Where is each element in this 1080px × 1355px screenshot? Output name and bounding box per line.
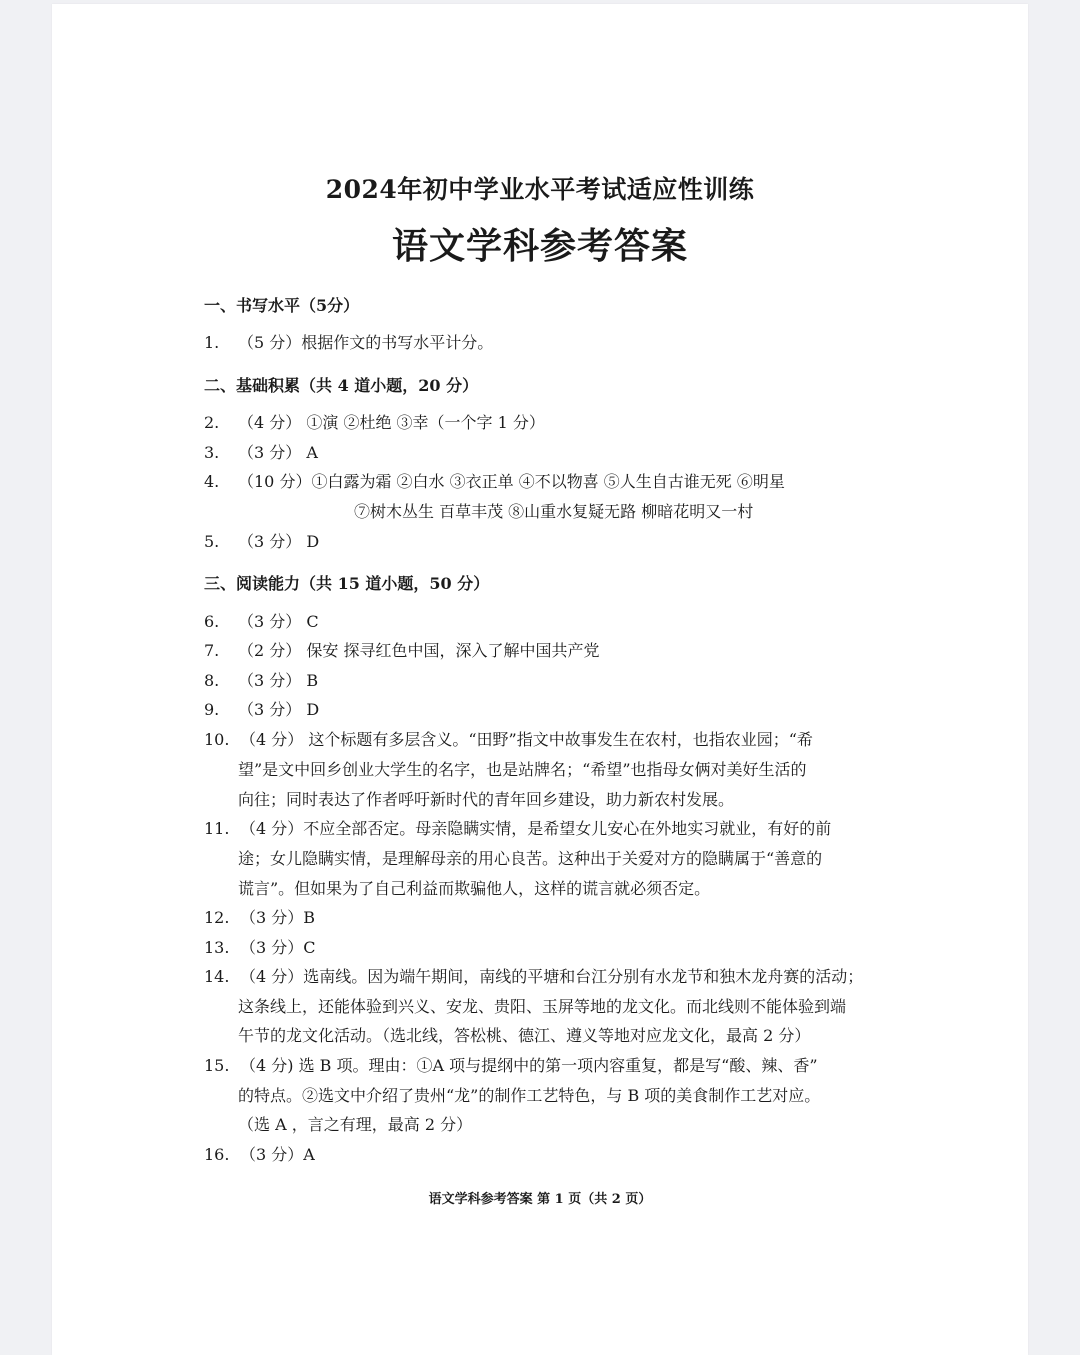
answer-item-11 bbox=[204, 816, 831, 839]
answer-item-14-line-3: 午节的龙文化活动。（选北线，答松桃、德江、遵义等地对应龙文化，最高 2 分） bbox=[238, 1026, 811, 1045]
answer-item-7 bbox=[204, 638, 599, 661]
item-text: （3 分） D bbox=[238, 700, 320, 719]
page-footer: 语文学科参考答案 第 1 页（共 2 页） bbox=[428, 1192, 652, 1207]
item-text: （4 分) 选 B 项。理由：①A 项与提纲中的第一项内容重复，都是写“酸、辣、香” bbox=[240, 1056, 818, 1075]
section-heading-writing: 一、书写水平（5分） bbox=[204, 296, 360, 315]
answer-item-8 bbox=[204, 668, 318, 691]
exam-title: 2024年初中学业水平考试适应性训练 bbox=[325, 175, 755, 204]
item-number: 15. bbox=[204, 1056, 230, 1075]
item-number: 2. bbox=[204, 413, 220, 432]
item-number: 7. bbox=[204, 641, 220, 660]
item-text: （4 分）不应全部否定。母亲隐瞒实情，是希望女儿安心在外地实习就业，有好的前 bbox=[240, 819, 832, 838]
item-text: （4 分）选南线。因为端午期间，南线的平塘和台江分别有水龙节和独木龙舟赛的活动； bbox=[240, 967, 864, 986]
answer-item-10-line-3: 向往；同时表达了作者呼吁新时代的青年回乡建设，助力新农村发展。 bbox=[238, 790, 735, 809]
answer-item-15-line-2: 的特点。②选文中介绍了贵州“龙”的制作工艺特色，与 B 项的美食制作工艺对应。 bbox=[238, 1086, 821, 1105]
item-number: 12. bbox=[204, 908, 230, 927]
answer-item-3 bbox=[204, 440, 318, 463]
section-heading-reading: 三、阅读能力（共 15 道小题，50 分） bbox=[204, 574, 490, 593]
answer-item-15 bbox=[204, 1053, 818, 1076]
answer-item-10 bbox=[204, 727, 813, 750]
answer-item-15-line-3: （选 A ，言之有理，最高 2 分） bbox=[238, 1115, 473, 1134]
item-number: 5. bbox=[204, 532, 220, 551]
answer-item-14 bbox=[204, 964, 863, 987]
answer-item-14-line-2: 这条线上，还能体验到兴义、安龙、贵阳、玉屏等地的龙文化。而北线则不能体验到端 bbox=[238, 997, 847, 1016]
item-text: （3 分） C bbox=[238, 612, 319, 631]
item-number: 1. bbox=[204, 333, 220, 352]
item-text: （3 分）A bbox=[240, 1145, 315, 1164]
item-text: （5 分）根据作文的书写水平计分。 bbox=[238, 333, 494, 352]
answer-item-11-line-2: 途；女儿隐瞒实情，是理解母亲的用心良苦。这种出于关爱对方的隐瞒属于“善意的 bbox=[238, 849, 823, 868]
item-text: （3 分） B bbox=[238, 671, 319, 690]
section-heading-basics: 二、基础积累（共 4 道小题，20 分） bbox=[204, 376, 479, 395]
item-text: （3 分）B bbox=[240, 908, 316, 927]
item-text: （3 分）C bbox=[240, 938, 316, 957]
exam-subtitle: 语文学科参考答案 bbox=[391, 225, 688, 267]
item-number: 3. bbox=[204, 443, 220, 462]
item-number: 13. bbox=[204, 938, 230, 957]
item-text: （10 分）①白露为霜 ②白水 ③衣正单 ④不以物喜 ⑤人生自古谁无死 ⑥明星 bbox=[238, 472, 785, 491]
answer-item-12 bbox=[204, 905, 315, 928]
item-number: 4. bbox=[204, 472, 220, 491]
answer-item-10-line-2: 望”是文中回乡创业大学生的名字，也是站牌名；“希望”也指母女俩对美好生活的 bbox=[238, 760, 807, 779]
answer-item-4 bbox=[204, 469, 785, 492]
answer-item-5 bbox=[204, 529, 319, 552]
answer-item-2 bbox=[204, 410, 545, 433]
item-text: （4 分） 这个标题有多层含义。“田野”指文中故事发生在农村，也指农业园；“希 bbox=[240, 730, 813, 749]
answer-sheet-page bbox=[52, 4, 1028, 1355]
answer-item-1 bbox=[204, 330, 493, 353]
item-number: 9. bbox=[204, 700, 220, 719]
item-text: （3 分） D bbox=[238, 532, 320, 551]
item-number: 6. bbox=[204, 612, 220, 631]
item-text: （2 分） 保安 探寻红色中国，深入了解中国共产党 bbox=[238, 641, 600, 660]
item-number: 14. bbox=[204, 967, 230, 986]
answer-item-11-line-3: 谎言”。但如果为了自己利益而欺骗他人，这样的谎言就必须否定。 bbox=[238, 879, 711, 898]
answer-item-13 bbox=[204, 935, 316, 958]
item-number: 11. bbox=[204, 819, 230, 838]
item-text: （3 分） A bbox=[238, 443, 318, 462]
item-text: （4 分） ①演 ②杜绝 ③幸（一个字 1 分） bbox=[238, 413, 545, 432]
item-number: 8. bbox=[204, 671, 220, 690]
answer-item-6 bbox=[204, 609, 319, 632]
answer-item-9 bbox=[204, 697, 319, 720]
answer-item-4-line-2: ⑦树木丛生 百草丰茂 ⑧山重水复疑无路 柳暗花明又一村 bbox=[354, 502, 754, 521]
item-number: 10. bbox=[204, 730, 230, 749]
item-number: 16. bbox=[204, 1145, 230, 1164]
answer-item-16 bbox=[204, 1142, 315, 1165]
